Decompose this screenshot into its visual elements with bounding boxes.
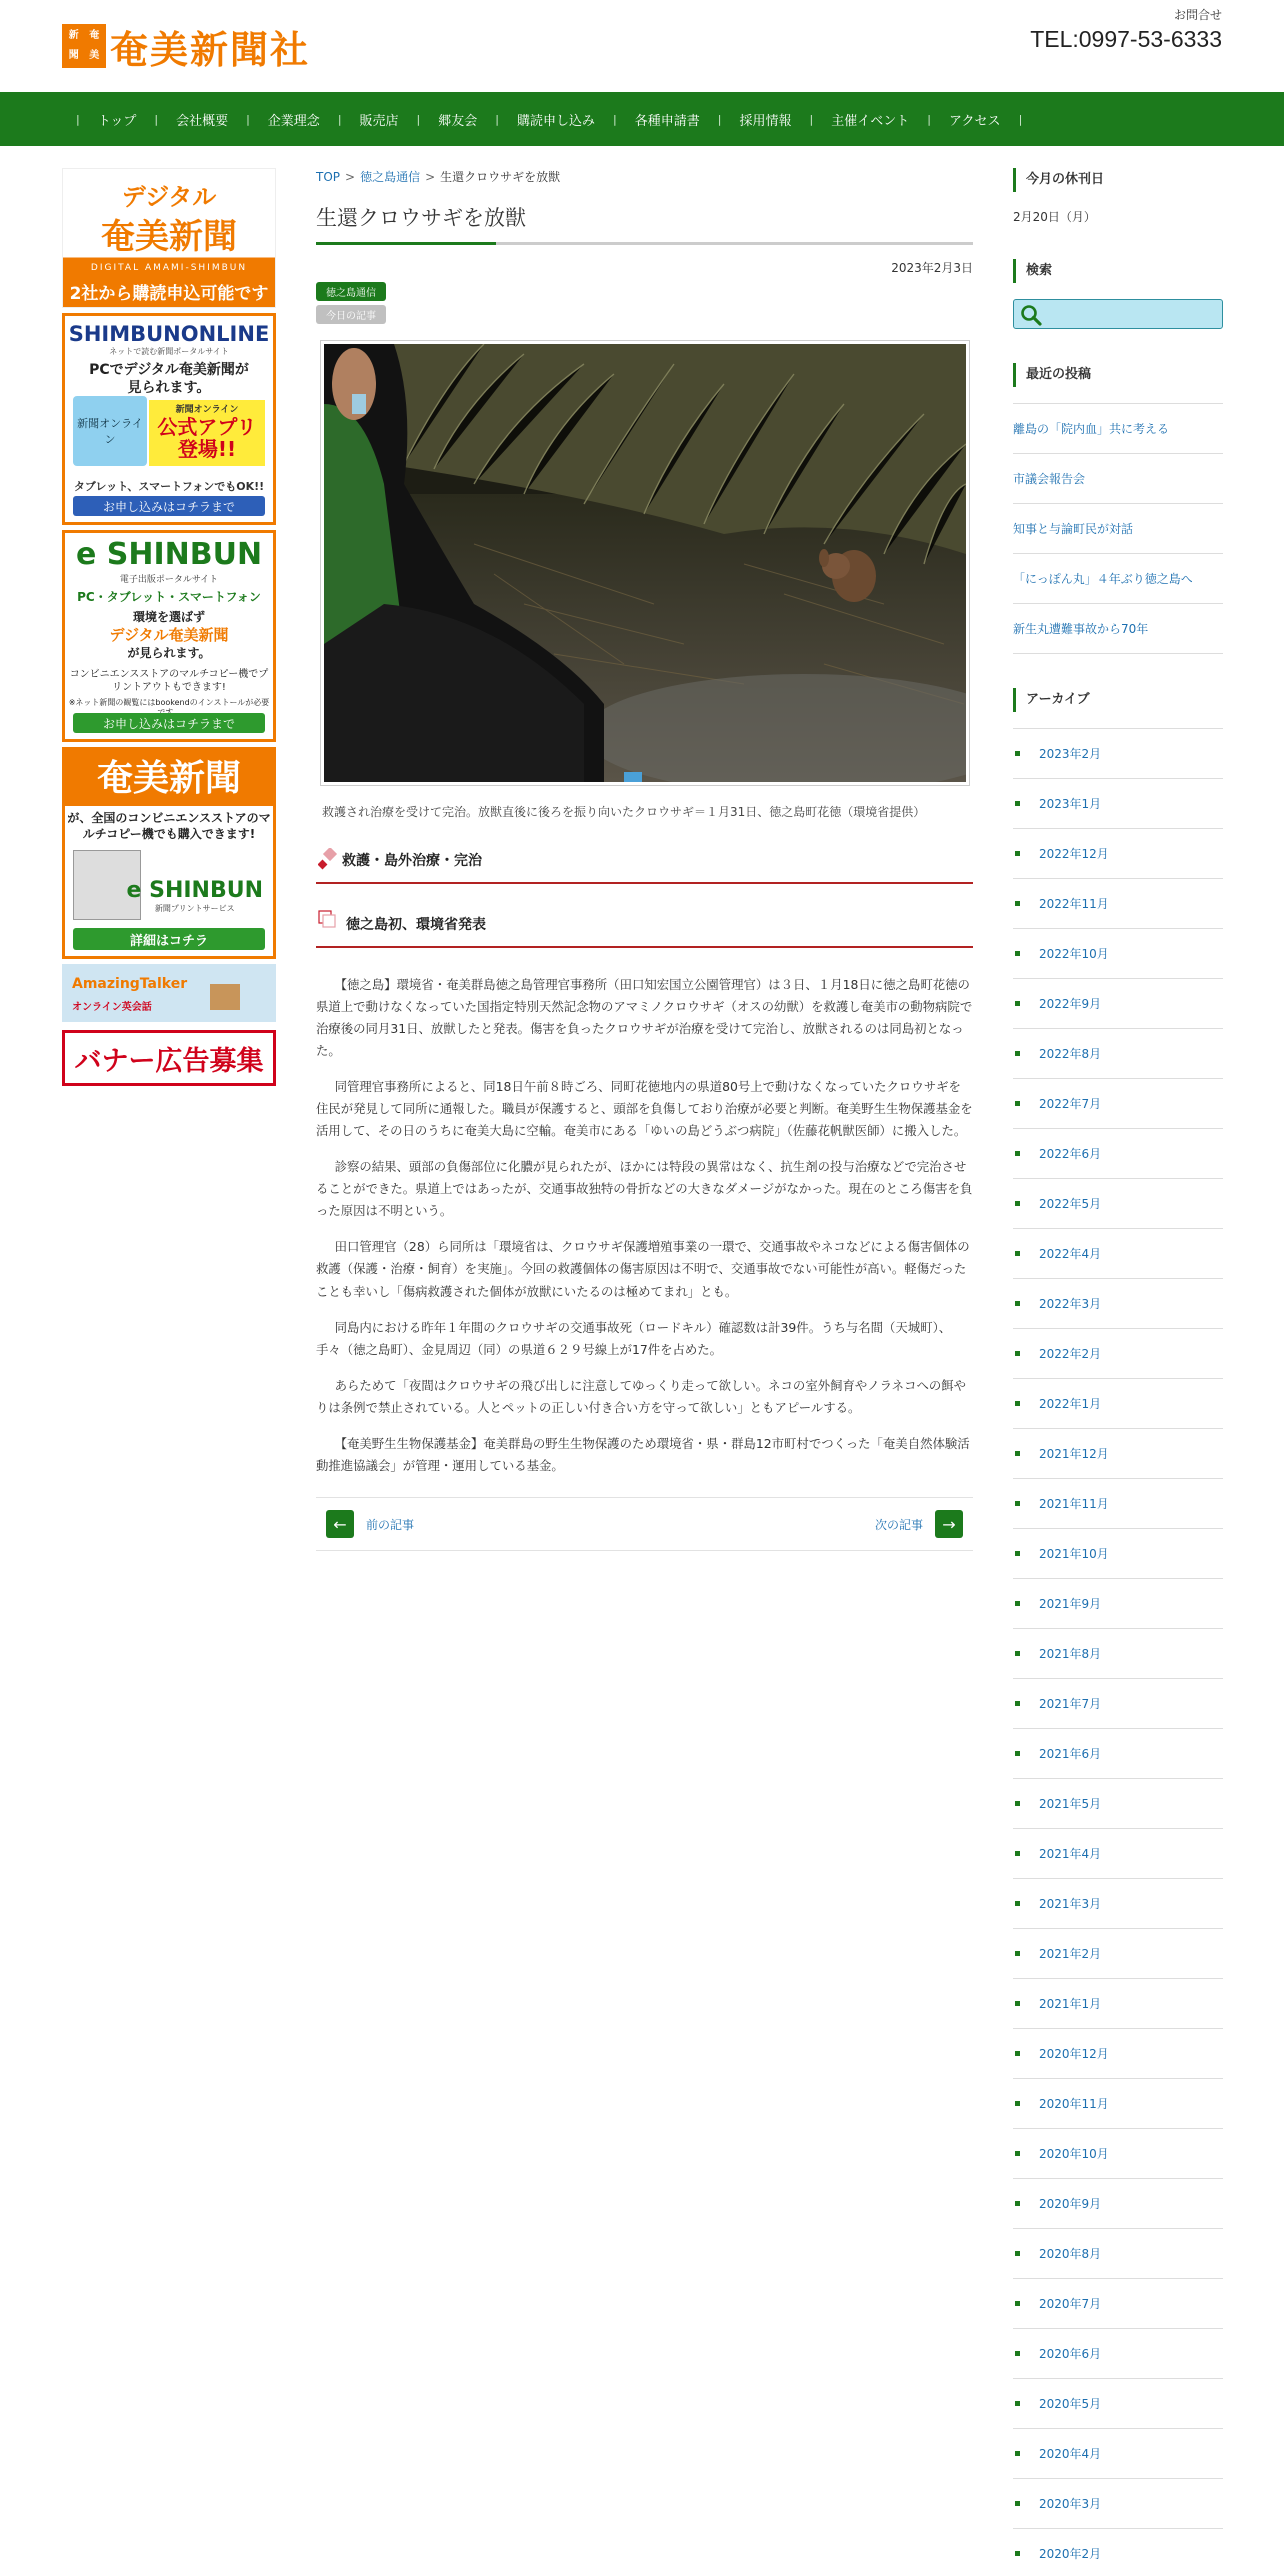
app-announcement: 新聞オンライン 公式アプリ登場!!: [149, 400, 265, 466]
article-main: [316, 168, 973, 1551]
archive-link[interactable]: 2022年5月: [1013, 1179, 1223, 1229]
rabbit-photo-illustration: [324, 344, 966, 782]
site-header: [0, 0, 1284, 92]
article-paragraph: 診察の結果、頭部の負傷部位に化膿が見られたが、ほかには特段の異常はなく、抗生剤の投与治療などで完治させることができた。県道上ではあったが、交通事故独特の骨折などの大きなダメージがなかった。現在のところ傷害を負った原因は不明という。: [316, 1159, 973, 1219]
main-nav: [0, 92, 1284, 146]
convenience-details-button[interactable]: 詳細はコチラ: [73, 928, 265, 950]
nav-separator: |: [154, 112, 159, 126]
archive-link[interactable]: 2022年9月: [1013, 979, 1223, 1029]
archive-link[interactable]: 2020年9月: [1013, 2179, 1223, 2229]
archive-link[interactable]: 2021年8月: [1013, 1629, 1223, 1679]
archive-link[interactable]: 2022年2月: [1013, 1329, 1223, 1379]
archive-link[interactable]: 2021年6月: [1013, 1729, 1223, 1779]
search-widget: [1013, 259, 1223, 329]
recent-post-link[interactable]: 離島の「院内血」共に考える: [1013, 404, 1223, 454]
archive-link[interactable]: 2021年1月: [1013, 1979, 1223, 2029]
banner-text: タブレット、スマートフォンでもOK!!: [73, 480, 265, 493]
nav-item[interactable]: [58, 110, 136, 129]
shimbun-online-apply-button[interactable]: お申し込みはコチラまで: [73, 496, 265, 516]
breadcrumb-current: 生還クロウサギを放獣: [440, 170, 561, 184]
archive-link[interactable]: 2022年10月: [1013, 929, 1223, 979]
phone-illustration: 新聞オンライン: [73, 396, 147, 466]
title-divider: [316, 242, 973, 245]
article-paragraph: 【徳之島】環境省・奄美群島徳之島管理官事務所（田口知宏国立公園管理官）は３日、１月18日に徳之島町花徳の県道上で動けなくなっていた国指定特別天然記念物のアマミノクロウサギ（オスの幼獣）を救護し奄美市の動物病院で治療後の同月31日、放獣したと発表。傷害を負ったクロウサギが治療を受けて完治し、放獣されるのは同島初となった。: [316, 976, 973, 1058]
archive-link[interactable]: 2021年2月: [1013, 1929, 1223, 1979]
nav-item[interactable]: [595, 110, 700, 129]
recent-posts-list: [1013, 403, 1223, 654]
archive-link[interactable]: 2022年1月: [1013, 1379, 1223, 1429]
banner-title: AmazingTalker: [72, 976, 188, 992]
breadcrumb-top[interactable]: TOP: [316, 170, 341, 184]
archive-link[interactable]: 2021年4月: [1013, 1829, 1223, 1879]
breadcrumb: TOP > 徳之島通信 > 生還クロウサギを放獣: [316, 170, 561, 184]
banner-text: 環境を選ばず デジタル奄美新聞 が見られます。: [109, 610, 229, 661]
recent-posts-widget: [1013, 363, 1223, 654]
banner-subtitle: 電子出版ポータルサイト: [119, 575, 219, 585]
banner-text: DIGITAL AMAMI-SHIMBUN: [90, 263, 248, 273]
nav-separator: |: [246, 112, 250, 126]
prev-post-link[interactable]: [326, 1510, 414, 1538]
archive-link[interactable]: 2022年3月: [1013, 1279, 1223, 1329]
banner-text: PC・タブレット・スマートフォン: [77, 590, 261, 604]
article-photo: [320, 340, 970, 786]
category-badge[interactable]: 徳之島通信: [316, 282, 386, 301]
nav-separator: |: [613, 112, 617, 126]
archive-link[interactable]: 2021年10月: [1013, 1529, 1223, 1579]
holiday-widget: [1013, 168, 1223, 225]
banner-text: 奄美新聞: [101, 217, 237, 257]
archive-link[interactable]: 2022年8月: [1013, 1029, 1223, 1079]
holiday-date: 2月20日（月）: [1013, 210, 1096, 224]
banner-text: PCでデジタル奄美新聞が 見られます。: [89, 362, 249, 397]
article-body: [316, 974, 973, 1477]
nav-item[interactable]: [320, 110, 399, 129]
nav-item[interactable]: [399, 110, 478, 129]
prev-post-label: 前の記事: [366, 1517, 415, 1532]
archive-link[interactable]: 2020年7月: [1013, 2279, 1223, 2329]
nav-item[interactable]: [791, 110, 909, 129]
shimbun-online-banner[interactable]: [62, 313, 276, 525]
tag-badge[interactable]: 今日の記事: [316, 305, 386, 324]
archive-link[interactable]: 2021年11月: [1013, 1479, 1223, 1529]
archive-link[interactable]: 2020年4月: [1013, 2429, 1223, 2479]
phone-number[interactable]: TEL:0997-53-6333: [1030, 26, 1222, 52]
banner-note: ※ネット新聞の観覧にはbookendのインストールが必要: [68, 697, 270, 707]
nav-separator: |: [1018, 112, 1023, 126]
widget-title: アーカイブ: [1013, 688, 1223, 712]
archive-link[interactable]: 2020年5月: [1013, 2379, 1223, 2429]
next-post-link[interactable]: [875, 1510, 963, 1538]
nav-item-label: 主催イベント: [831, 113, 910, 129]
archive-link[interactable]: 2021年12月: [1013, 1429, 1223, 1479]
left-sidebar: [62, 168, 276, 1091]
arrow-left-icon: ←: [326, 1510, 354, 1538]
article-subheading-2: [316, 904, 973, 948]
banner-ad-recruitment[interactable]: バナー広告募集: [62, 1030, 276, 1086]
next-post-label: 次の記事: [874, 1517, 923, 1532]
article-paragraph: 【奄美野生生物保護基金】奄美群島の野生生物保護のため環境省・県・群島12市町村でつくった「奄美自然体験活動推進協議会」が管理・運用している基金。: [316, 1435, 970, 1473]
article-paragraph: 田口管理官（28）ら同所は「環境省は、クロウサギ保護増殖事業の一環で、交通事故やネコなどによる傷害個体の救護（保護・治療・飼育）を実施」。今回の救護個体の傷害原因は不明で、交通事故でない可能性が高い。軽傷だったことも幸いし「傷病救護された個体が放獣にいたるのは極めてまれ」とも。: [316, 1239, 970, 1299]
nav-item-label: トップ: [97, 113, 137, 129]
nav-separator: |: [416, 112, 421, 126]
e-shinbun-apply-button[interactable]: お申し込みはコチラまで: [73, 713, 265, 733]
banner-title: SHIMBUNONLINE: [68, 322, 270, 346]
post-date: 2023年2月3日: [891, 261, 973, 275]
e-shinbun-banner[interactable]: [62, 530, 276, 742]
logo-char: 新: [68, 29, 79, 41]
archive-link[interactable]: 2021年3月: [1013, 1879, 1223, 1929]
widget-title: 今月の休刊日: [1013, 168, 1223, 192]
nav-item-label: 販売店: [359, 113, 399, 129]
nav-item[interactable]: [700, 110, 792, 129]
archive-link[interactable]: 2020年12月: [1013, 2029, 1223, 2079]
square-icon: [318, 910, 336, 928]
logo-mark: [62, 24, 106, 68]
nav-separator: |: [717, 112, 722, 126]
diamond-icon: [318, 848, 338, 872]
nav-item-label: 会社概要: [176, 113, 229, 129]
nav-item-label: 購読申し込み: [517, 113, 596, 129]
archive-link[interactable]: 2020年10月: [1013, 2129, 1223, 2179]
page-title: 生還クロウサギを放獣: [316, 206, 526, 230]
nav-separator: |: [337, 112, 342, 126]
banner-subtitle: ネットで読む新聞ポータルサイト: [109, 347, 229, 356]
nav-separator: |: [809, 112, 814, 126]
archive-link[interactable]: 2020年3月: [1013, 2479, 1223, 2529]
archive-link[interactable]: 2022年12月: [1013, 829, 1223, 879]
recent-post-link[interactable]: 「にっぽん丸」４年ぶり徳之島へ: [1013, 554, 1223, 604]
archive-link[interactable]: 2021年5月: [1013, 1779, 1223, 1829]
subheading-text: 徳之島初、環境省発表: [346, 916, 486, 933]
search-box[interactable]: [1013, 299, 1223, 329]
nav-item-label: アクセス: [948, 113, 1001, 129]
archive-link[interactable]: 2022年4月: [1013, 1229, 1223, 1279]
nav-item-label: 郷友会: [438, 113, 478, 129]
archive-link[interactable]: 2023年1月: [1013, 779, 1223, 829]
box-illustration: [210, 984, 240, 1010]
article-subheading-1: [316, 840, 973, 884]
nav-separator: |: [76, 112, 80, 126]
contact-label: お問合せ: [1173, 8, 1222, 22]
archive-link[interactable]: 2021年7月: [1013, 1679, 1223, 1729]
arrow-right-icon: →: [935, 1510, 963, 1538]
nav-separator: |: [927, 112, 931, 126]
banner-text: が、全国のコンビニエンスストアのマルチコピー機でも購入できます!: [67, 811, 271, 842]
archive-list: [1013, 728, 1223, 2568]
article-paragraph: 同島内における昨年１年間のクロウサギの交通事故死（ロードキル）確認数は計39件。うち与名間（天城町）、手々（徳之島町）、金見周辺（同）の県道６２９号線上が17件を占めた。: [316, 1319, 952, 1357]
nav-item[interactable]: [136, 110, 228, 129]
nav-item-label: 企業理念: [267, 113, 320, 129]
post-navigation: [316, 1497, 973, 1551]
site-logo[interactable]: [62, 22, 310, 70]
logo-text: 奄美新聞社: [110, 26, 311, 72]
archive-link[interactable]: 2020年6月: [1013, 2329, 1223, 2379]
archive-link[interactable]: 2022年6月: [1013, 1129, 1223, 1179]
nav-item[interactable]: [909, 110, 1000, 129]
article-paragraph: あらためて「夜間はクロウサギの飛び出しに注意してゆっくり走って欲しい。ネコの室外飼育やノラネコへの餌やりは条例で禁止されている。人とペットの正しい付き合い方を守って欲しい」ともアピールする。: [316, 1377, 967, 1415]
nav-item-label: 各種申請書: [634, 113, 700, 129]
nav-item-label: 採用情報: [739, 113, 792, 129]
banner-title: e SHINBUN: [75, 537, 263, 572]
subheading-text: 救護・島外治療・完治: [342, 852, 482, 869]
digital-amami-banner[interactable]: [62, 168, 276, 308]
breadcrumb-category[interactable]: 徳之島通信: [360, 170, 421, 184]
amazingtalker-banner[interactable]: [62, 964, 276, 1022]
e-shinbun-logo: e SHINBUN 新聞プリントサービス: [126, 878, 263, 913]
nav-item[interactable]: [228, 110, 320, 129]
banner-text: 2社から購読申込可能です: [69, 284, 269, 304]
logo-char: 聞: [68, 50, 79, 62]
convenience-store-banner[interactable]: [62, 747, 276, 959]
banner-subtitle: オンライン英会話: [72, 1002, 152, 1013]
archive-link[interactable]: 2020年2月: [1013, 2529, 1223, 2568]
archive-link[interactable]: 2021年9月: [1013, 1579, 1223, 1629]
recent-post-link[interactable]: 新生丸遭難事故から70年: [1013, 604, 1223, 654]
widget-title: 検索: [1013, 259, 1223, 283]
recent-post-link[interactable]: 市議会報告会: [1013, 454, 1223, 504]
nav-item[interactable]: [477, 110, 595, 129]
logo-char: 美: [89, 50, 100, 62]
archive-link[interactable]: 2020年11月: [1013, 2079, 1223, 2129]
banner-text: コンビニエンスストアのマルチコピー機でプリントアウトもできます!: [69, 668, 269, 693]
archive-widget: [1013, 688, 1223, 2568]
recent-post-link[interactable]: 知事と与論町民が対話: [1013, 504, 1223, 554]
logo-char: 奄: [89, 29, 100, 41]
banner-text: デジタル: [121, 183, 217, 211]
archive-link[interactable]: 2022年7月: [1013, 1079, 1223, 1129]
banner-title: 奄美新聞: [65, 750, 273, 806]
search-input[interactable]: [1046, 303, 1216, 325]
photo-caption: 救護され治療を受けて完治。放獣直後に後ろを振り向いたクロウサギ＝１月31日、徳之島町花徳（環境省提供）: [322, 805, 926, 819]
archive-link[interactable]: 2022年11月: [1013, 879, 1223, 929]
archive-link[interactable]: 2023年2月: [1013, 729, 1223, 779]
widget-title: 最近の投稿: [1013, 363, 1223, 387]
archive-link[interactable]: 2020年8月: [1013, 2229, 1223, 2279]
nav-separator: |: [495, 112, 499, 126]
right-sidebar: [1013, 168, 1223, 2568]
article-paragraph: 同管理官事務所によると、同18日午前８時ごろ、同町花徳地内の県道80号上で動けなくなっていたクロウサギを住民が発見して同所に通報した。職員が保護すると、頭部を負傷しており治療が必要と判断。奄美野生生物保護基金を活用して、その日のうちに奄美大島に空輸。奄美市にある「ゆいの島どうぶつ病院」（佐藤花帆獣医師）に搬入した。: [316, 1078, 973, 1139]
search-icon[interactable]: [1020, 304, 1042, 326]
